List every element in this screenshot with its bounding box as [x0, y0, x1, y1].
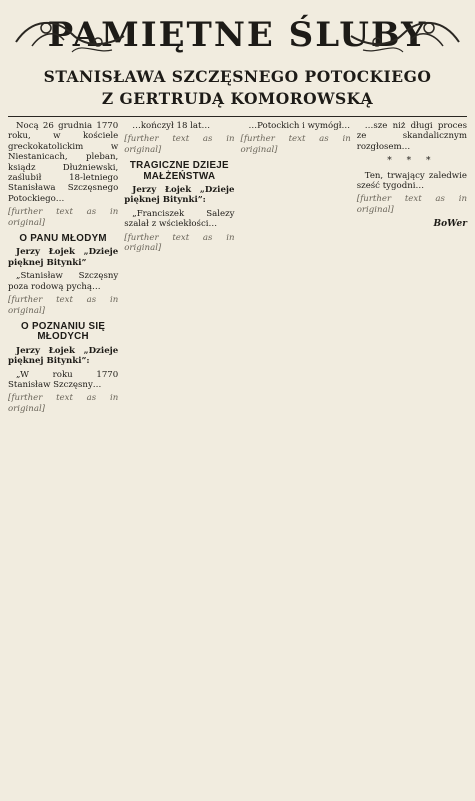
placeholder-note: [further text as in original] [124, 232, 235, 254]
paragraph: „Stanisław Szczęsny poza rodową pychą… [8, 271, 119, 292]
page-title: PAMIĘTNE ŚLUBY [47, 15, 428, 55]
placeholder-note: [further text as in original] [240, 134, 351, 155]
section-heading: TRAGICZNE DZIEJE MAŁŻEŃSTWA [129, 160, 229, 182]
paragraph: …Potockich i wymógł… [248, 121, 351, 131]
paragraph: Ten, trwający zaledwie sześć tygodni… [356, 170, 467, 192]
source-citation: Jerzy Łojek „Dzieje pięknej Bitynki”: [124, 185, 235, 206]
paragraph: „Franciszek Salezy szalał z wściekłości… [124, 208, 235, 230]
paragraph: …kończył 18 lat… [132, 121, 211, 131]
author-signature: BoWer [433, 219, 467, 230]
column-4 [357, 121, 467, 801]
masthead [8, 6, 467, 64]
floral-ornament-left-icon [12, 12, 132, 60]
placeholder-note: [further text as in original] [8, 295, 119, 316]
subtitle-line-1: STANISŁAWA SZCZĘSNEGO POTOCKIEGO [43, 67, 432, 86]
source-citation: Jerzy Łojek „Dzieje pięknej Bitynki” [8, 247, 119, 268]
paragraph: …sze niż długi proces ze skandalicznym rozgłosem… [356, 121, 467, 152]
source-citation: Jerzy Łojek „Dzieje pięknej Bitynki”: [8, 345, 119, 367]
section-heading: O POZNANIU SIĘ MŁODYCH [21, 320, 106, 343]
section-heading: O PANU MŁODYM [19, 233, 107, 245]
column-1 [8, 121, 118, 801]
column-2 [124, 121, 234, 801]
paragraph: „W roku 1770 Stanisław Szczęsny… [8, 369, 119, 390]
placeholder-note: [further text as in original] [124, 134, 235, 155]
lead-paragraph: Nocą 26 grudnia 1770 roku, w kościele greckokatolickim w Niestanicach, pleban, ksiądz Dłużniewski, zaślubił 18-letniego Stanisława Szczęsnego Potockiego… [8, 121, 119, 204]
placeholder-note: [further text as in original] [356, 194, 467, 215]
divider [8, 116, 467, 117]
article-subtitle [8, 66, 467, 110]
section-separator: * * * [387, 156, 437, 167]
column-3 [241, 121, 351, 801]
placeholder-note: [further text as in original] [8, 207, 119, 228]
subtitle-line-2: Z GERTRUDĄ KOMOROWSKĄ [101, 89, 374, 108]
placeholder-note: [further text as in original] [8, 393, 119, 414]
article-columns [8, 121, 467, 801]
floral-ornament-right-icon [343, 12, 463, 60]
